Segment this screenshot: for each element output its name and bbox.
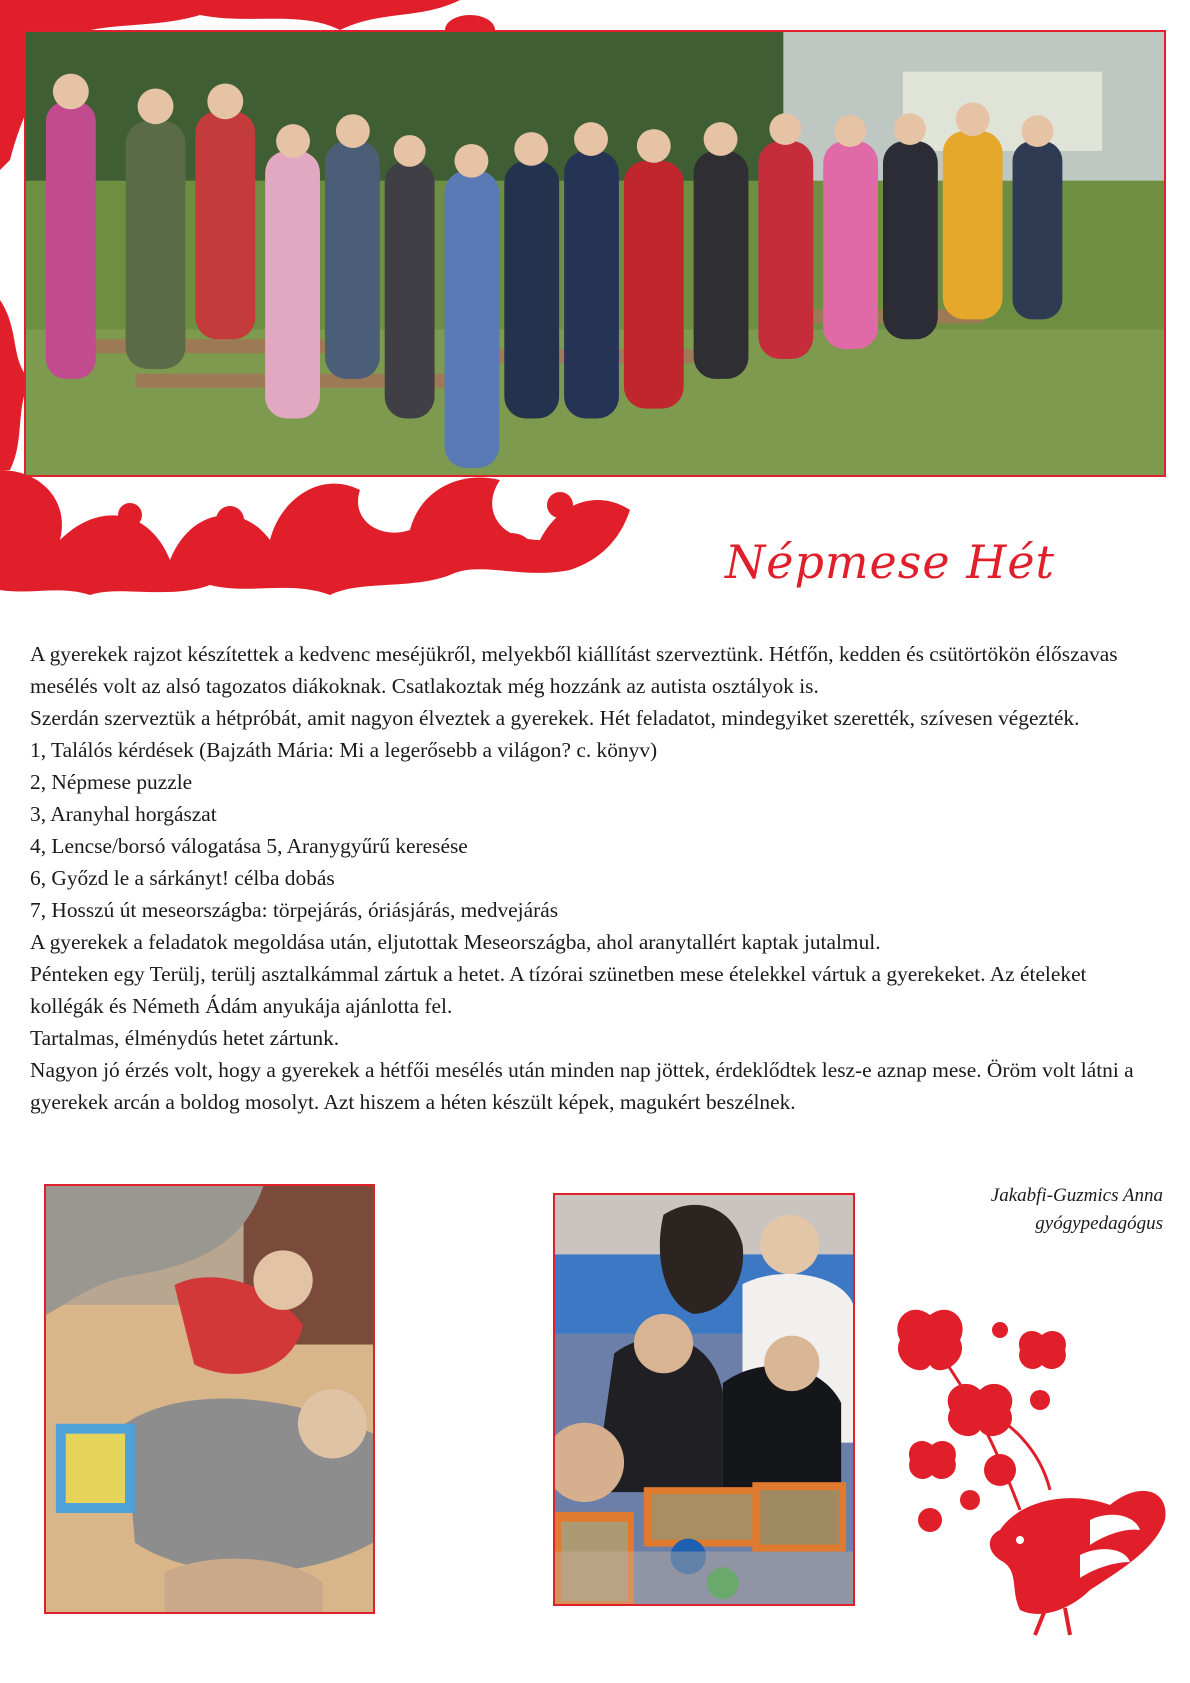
article-paragraph: Nagyon jó érzés volt, hogy a gyerekek a hétfői mesélés után minden nap jöttek, érdeklődtek lesz-e aznap mese. Öröm volt látni a gyerekek arcán a boldog mosolyt. Azt hiszem a héten készült képek, magukért beszélnek. — [30, 1058, 1134, 1114]
article-paragraph: Szerdán szerveztük a hétpróbát, amit nagyon élveztek a gyerekek. Hét feladatot, mindegyiket szerették, szívesen végezték. — [30, 706, 1080, 730]
task-list-item: 3, Aranyhal horgászat — [30, 802, 217, 826]
task-list-item: 4, Lencse/borsó válogatása 5, Aranygyűrű keresése — [30, 834, 468, 858]
article-paragraph: A gyerekek a feladatok megoldása után, eljutottak Meseországba, ahol aranytallért kaptak jutalmul. — [30, 930, 881, 954]
sorting-photo — [553, 1193, 855, 1606]
task-list-item: 7, Hosszú út meseországba: törpejárás, óriásjárás, medvejárás — [30, 898, 559, 922]
folk-ornament-bird-flowers — [870, 1290, 1170, 1640]
signature-block — [991, 1182, 1163, 1238]
task-list-item: 1, Találós kérdések (Bajzáth Mária: Mi a legerősebb a világon? c. könyv) — [30, 738, 658, 762]
author-name: Jakabfi-Guzmics Anna — [990, 1185, 1163, 1206]
article-paragraph: A gyerekek rajzot készítettek a kedvenc meséjükről, melyekből kiállítást szerveztünk. Hétfőn, kedden és csütörtökön élőszavas mesélés volt az alsó tagozatos diákoknak. Csatlakoztak még hozzánk az autista osztályok is. — [30, 642, 1118, 698]
task-list-item: 6, Győzd le a sárkányt! célba dobás — [30, 866, 335, 890]
page-title: Népmese Hét — [725, 535, 1056, 589]
article-body — [30, 638, 1165, 1118]
group-photo — [24, 30, 1166, 477]
craft-photo — [44, 1184, 375, 1614]
author-role: gyógypedagógus — [1035, 1213, 1163, 1234]
article-paragraph: Tartalmas, élménydús hetet zártunk. — [30, 1026, 340, 1050]
task-list-item: 2, Népmese puzzle — [30, 770, 193, 794]
article-paragraph: Pénteken egy Terülj, terülj asztalkámmal zártuk a hetet. A tízórai szünetben mese ételekkel vártuk a gyerekeket. Az ételeket kollégák és Németh Ádám anyukája ajánlotta fel. — [30, 962, 1087, 1018]
